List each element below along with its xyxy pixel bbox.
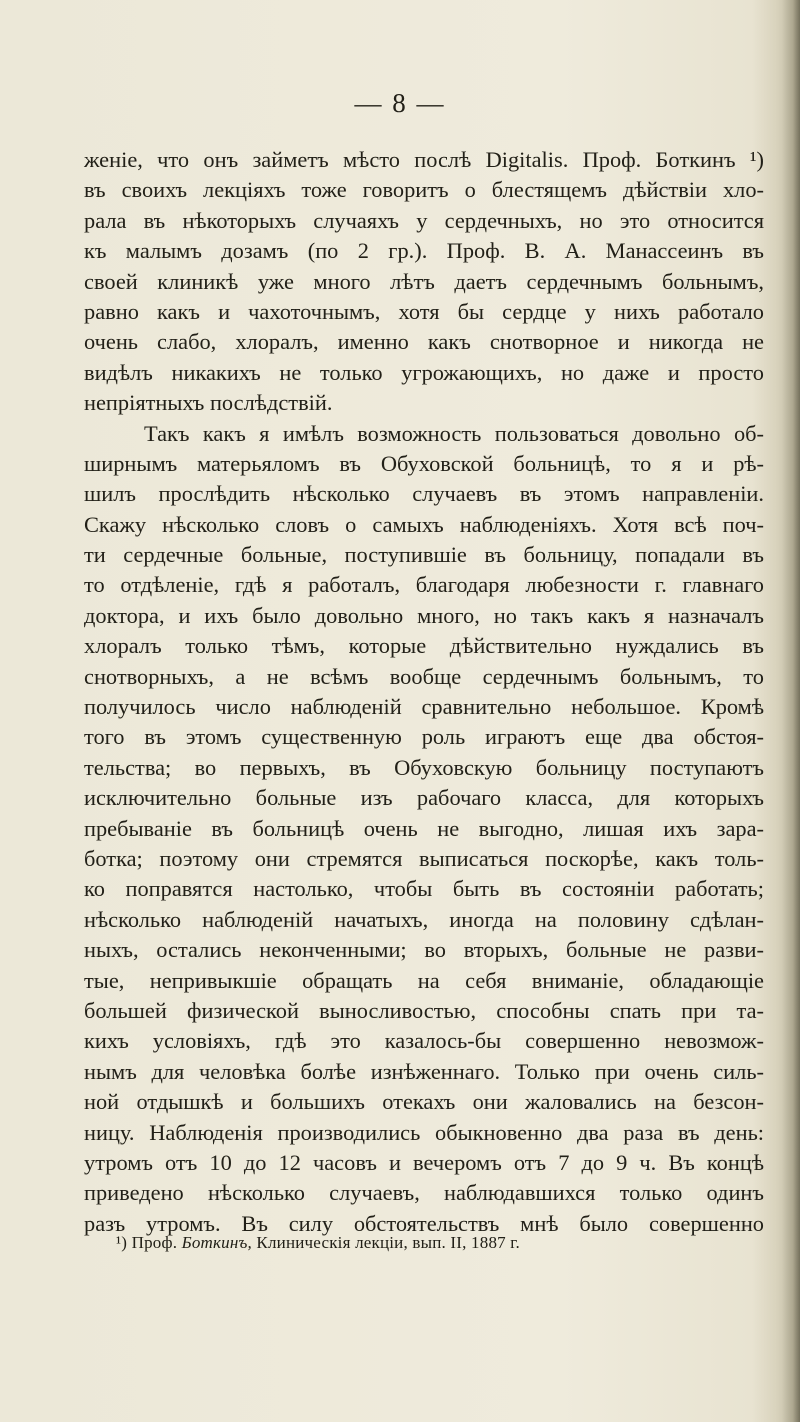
text-line: снотворныхъ, а не всѣмъ вообще сердечнымъ больнымъ, то xyxy=(84,663,764,689)
text-line: нымъ для человѣка болѣе изнѣженнаго. Только при очень силь- xyxy=(84,1058,764,1084)
footnote-citation: Клиническія лекціи, вып. II, 1887 г. xyxy=(251,1233,520,1252)
text-line: то отдѣленіе, гдѣ я работалъ, благодаря любезности г. главнаго xyxy=(84,572,764,598)
text-line: исключительно больные изъ рабочаго класса, для которыхъ xyxy=(84,785,764,811)
text-line: непріятныхъ послѣдствій. xyxy=(84,390,333,416)
text-line: утромъ отъ 10 до 12 часовъ и вечеромъ отъ 7 до 9 ч. Въ концѣ xyxy=(84,1149,764,1175)
footnote-marker: ¹) Проф. xyxy=(116,1233,182,1252)
text-line: нѣсколько наблюденій начатыхъ, иногда на половину сдѣлан- xyxy=(84,906,764,932)
text-line: къ малымъ дозамъ (по 2 гр.). Проф. В. А. Манассеинъ въ xyxy=(84,238,764,264)
text-line: ти сердечные больные, поступившіе въ больницу, попадали въ xyxy=(84,542,764,568)
text-line: Такъ какъ я имѣлъ возможность пользоваться довольно об- xyxy=(144,420,764,446)
text-line: получилось число наблюденій сравнительно небольшое. Кромѣ xyxy=(84,694,764,720)
text-line: ной отдышкѣ и большихъ отекахъ они жаловались на безсон- xyxy=(84,1089,764,1115)
text-line: ницу. Наблюденія производились обыкновенно два раза въ день: xyxy=(84,1119,764,1145)
page-number: — 8 — xyxy=(354,88,446,118)
text-line: приведено нѣсколько случаевъ, наблюдавшихся только одинъ xyxy=(84,1180,764,1206)
text-line: разъ утромъ. Въ силу обстоятельствъ мнѣ было совершенно xyxy=(84,1210,764,1236)
text-line: тельства; во первыхъ, въ Обуховскую больницу поступаютъ xyxy=(84,754,764,780)
text-line: кихъ условіяхъ, гдѣ это казалось-бы совершенно невозмож- xyxy=(84,1028,764,1054)
text-line: видѣлъ никакихъ не только угрожающихъ, но даже и просто xyxy=(84,359,764,385)
body-text xyxy=(84,145,764,1239)
text-line: большей физической выносливостью, способны спать при та- xyxy=(84,997,764,1023)
text-line: тые, непривыкшіе обращать на себя вниманіе, обладающіе xyxy=(84,967,764,993)
text-line: того въ этомъ существенную роль играютъ еще два обстоя- xyxy=(84,724,764,750)
footnote xyxy=(116,1233,520,1253)
text-line: очень слабо, хлоралъ, именно какъ снотворное и никогда не xyxy=(84,329,764,355)
text-line: хлоралъ только тѣмъ, которые дѣйствительно нуждались въ xyxy=(84,633,764,659)
text-line: ботка; поэтому они стремятся выписаться поскорѣе, какъ толь- xyxy=(84,845,764,871)
footnote-author: Боткинъ, xyxy=(181,1233,252,1252)
page-edge-shadow xyxy=(782,0,800,1422)
text-line: ко поправятся настолько, чтобы быть въ состояніи работать; xyxy=(84,876,764,902)
text-line: ныхъ, остались неконченными; во вторыхъ, больные не разви- xyxy=(84,937,764,963)
text-line: своей клиникѣ уже много лѣтъ даетъ сердечнымъ больнымъ, xyxy=(84,268,764,294)
text-line: равно какъ и чахоточнымъ, хотя бы сердце у нихъ работало xyxy=(84,298,764,324)
text-line: ширнымъ матерьяломъ въ Обуховской больницѣ, то я и рѣ- xyxy=(84,450,764,476)
text-line: рала въ нѣкоторыхъ случаяхъ у сердечныхъ, но это относится xyxy=(84,207,764,233)
text-line: Скажу нѣсколько словъ о самыхъ наблюденіяхъ. Хотя всѣ поч- xyxy=(84,511,764,537)
text-line: женіе, что онъ займетъ мѣсто послѣ Digitalis. Проф. Боткинъ ¹) xyxy=(84,147,764,172)
text-line: шилъ прослѣдить нѣсколько случаевъ въ этомъ направленіи. xyxy=(84,481,764,507)
text-line: доктора, и ихъ было довольно много, но такъ какъ я назначалъ xyxy=(84,602,764,628)
text-line: пребываніе въ больницѣ очень не выгодно, лишая ихъ зара- xyxy=(84,815,764,841)
text-line: въ своихъ лекціяхъ тоже говоритъ о блестящемъ дѣйствіи хло- xyxy=(84,177,764,203)
